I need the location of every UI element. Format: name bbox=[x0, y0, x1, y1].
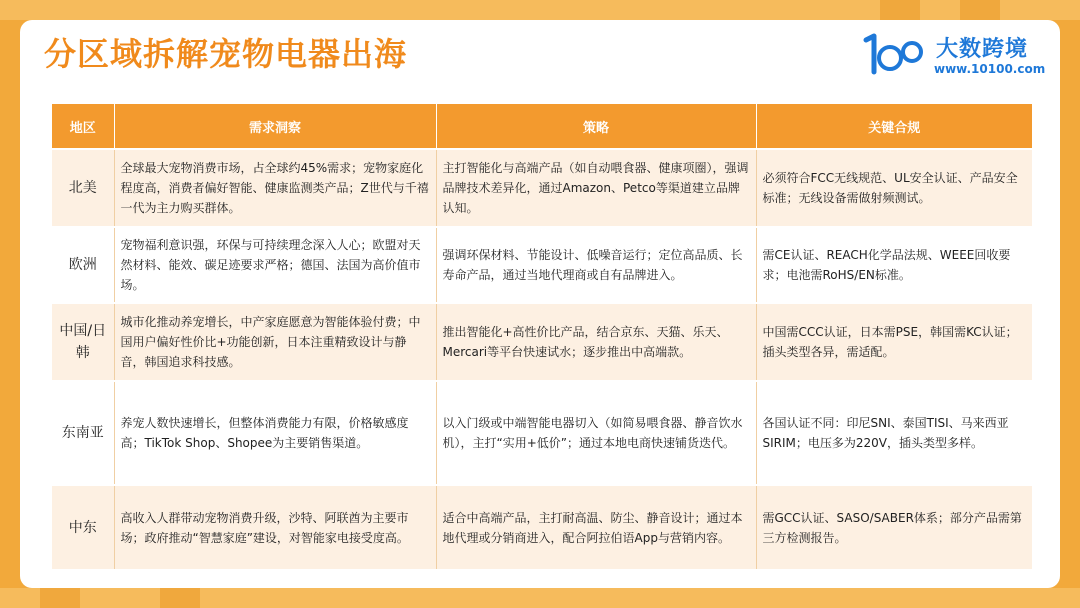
logo-mark-icon bbox=[860, 30, 932, 80]
header-region: 地区 bbox=[52, 104, 114, 149]
cell-strategy: 主打智能化与高端产品（如自动喂食器、健康项圈），强调品牌技术差异化，通过Amazon、Petco等渠道建立品牌认知。 bbox=[436, 149, 756, 227]
cell-region: 中国/日韩 bbox=[52, 303, 114, 381]
logo-brand-name: 大数跨境 bbox=[936, 37, 1029, 62]
cell-insight: 高收入人群带动宠物消费升级，沙特、阿联酋为主要市场；政府推动“智慧家庭”建设，对智能家电接受度高。 bbox=[114, 485, 436, 569]
cell-compliance: 需CE认证、REACH化学品法规、WEEE回收要求；电池需RoHS/EN标准。 bbox=[756, 227, 1032, 303]
logo-url: www.10100.com bbox=[934, 62, 1046, 76]
region-table bbox=[52, 104, 1032, 569]
table-row bbox=[52, 485, 1032, 569]
cell-strategy: 以入门级或中端智能电器切入（如简易喂食器、静音饮水机），主打“实用+低价”；通过本地电商快速铺货迭代。 bbox=[436, 381, 756, 485]
cell-region: 欧洲 bbox=[52, 227, 114, 303]
header-strategy: 策略 bbox=[436, 104, 756, 149]
table-row bbox=[52, 227, 1032, 303]
cell-strategy: 推出智能化+高性价比产品，结合京东、天猫、乐天、Mercari等平台快速试水；逐步推出中高端款。 bbox=[436, 303, 756, 381]
cell-compliance: 需GCC认证、SASO/SABER体系；部分产品需第三方检测报告。 bbox=[756, 485, 1032, 569]
cell-insight: 城市化推动养宠增长，中产家庭愿意为智能体验付费；中国用户偏好性价比+功能创新，日本注重精致设计与静音，韩国追求科技感。 bbox=[114, 303, 436, 381]
cell-compliance: 中国需CCC认证，日本需PSE，韩国需KC认证；插头类型各异，需适配。 bbox=[756, 303, 1032, 381]
cell-insight: 宠物福利意识强，环保与可持续理念深入人心；欧盟对天然材料、能效、碳足迹要求严格；德国、法国为高价值市场。 bbox=[114, 227, 436, 303]
cell-compliance: 各国认证不同：印尼SNI、泰国TISI、马来西亚SIRIM；电压多为220V，插头类型多样。 bbox=[756, 381, 1032, 485]
cell-strategy: 适合中高端产品，主打耐高温、防尘、静音设计；通过本地代理或分销商进入，配合阿拉伯语App与营销内容。 bbox=[436, 485, 756, 569]
header-insight: 需求洞察 bbox=[114, 104, 436, 149]
page-title: 分区域拆解宠物电器出海 bbox=[44, 35, 408, 73]
cell-insight: 全球最大宠物消费市场，占全球约45%需求；宠物家庭化程度高，消费者偏好智能、健康监测类产品；Z世代与千禧一代为主力购买群体。 bbox=[114, 149, 436, 227]
cell-compliance: 必须符合FCC无线规范、UL安全认证、产品安全标准；无线设备需做射频测试。 bbox=[756, 149, 1032, 227]
cell-region: 中东 bbox=[52, 485, 114, 569]
brand-logo bbox=[860, 30, 1050, 80]
cell-region: 北美 bbox=[52, 149, 114, 227]
cell-region: 东南亚 bbox=[52, 381, 114, 485]
table-row bbox=[52, 149, 1032, 227]
cell-insight: 养宠人数快速增长，但整体消费能力有限，价格敏感度高；TikTok Shop、Shopee为主要销售渠道。 bbox=[114, 381, 436, 485]
cell-strategy: 强调环保材料、节能设计、低噪音运行；定位高品质、长寿命产品，通过当地代理商或自有品牌进入。 bbox=[436, 227, 756, 303]
table-row bbox=[52, 303, 1032, 381]
table-header-row bbox=[52, 104, 1032, 149]
table-row bbox=[52, 381, 1032, 485]
header-compliance: 关键合规 bbox=[756, 104, 1032, 149]
